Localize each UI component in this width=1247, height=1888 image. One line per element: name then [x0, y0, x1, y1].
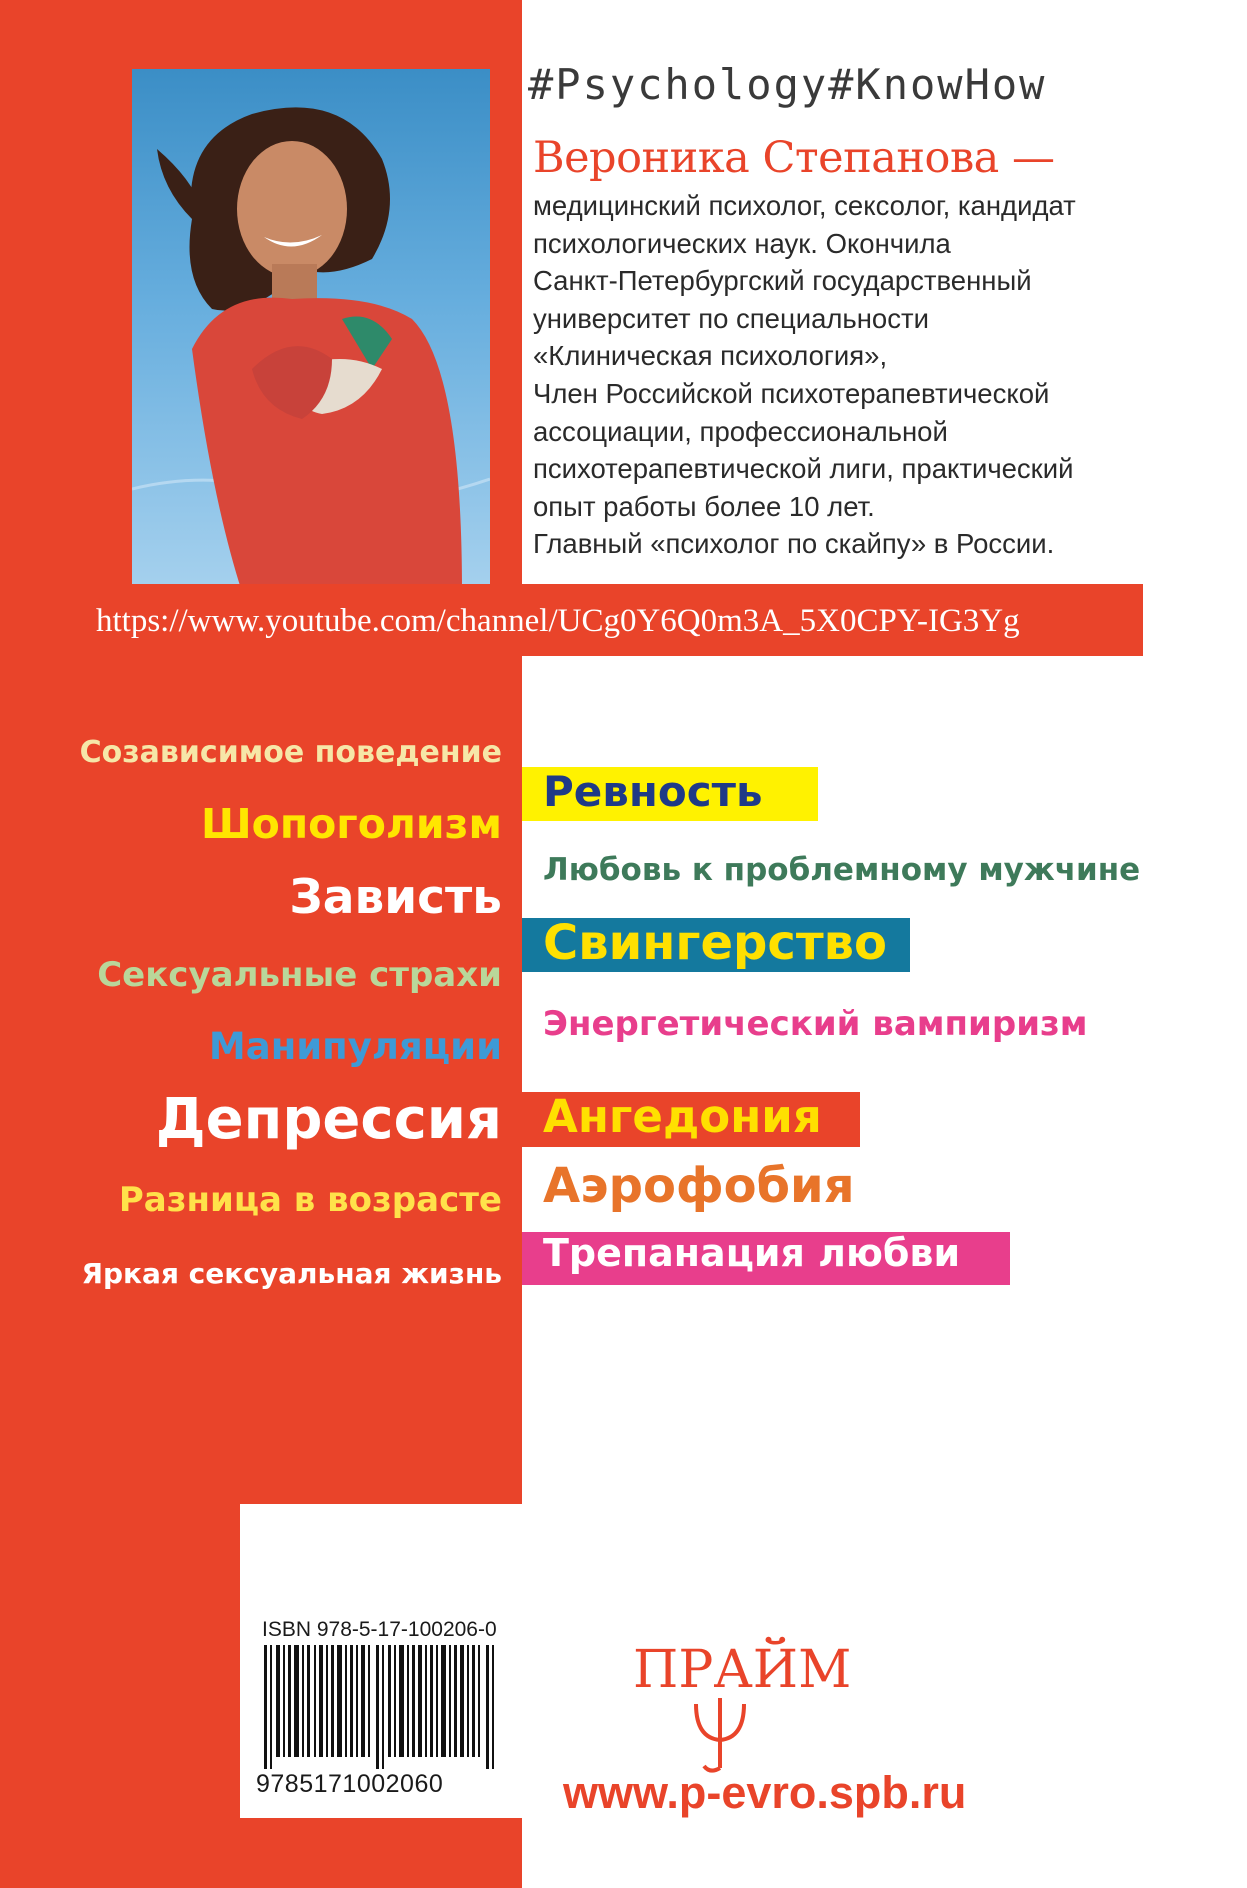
topic-manipulation: Манипуляции: [208, 1025, 502, 1068]
bio-line: Главный «психолог по скайпу» в России.: [533, 528, 1055, 560]
bio-line: психологических наук. Окончила: [533, 227, 951, 259]
topic-love-trepanation: Трепанация любви: [543, 1231, 961, 1275]
topic-depression: Депрессия: [155, 1087, 502, 1152]
author-photo: [132, 69, 490, 592]
topic-bright-sex-life: Яркая сексуальная жизнь: [81, 1257, 502, 1290]
topic-sexual-fears: Сексуальные страхи: [97, 955, 502, 995]
bio-line: медицинский психолог, сексолог, кандидат: [533, 190, 1076, 221]
publisher-website-link[interactable]: www.p-evro.spb.ru: [563, 1767, 967, 1818]
author-photo-illustration: [132, 69, 490, 592]
bio-line: ассоциации, профессиональной: [533, 415, 948, 447]
topic-age-difference: Разница в возрасте: [118, 1180, 502, 1220]
topic-shopaholism: Шопоголизм: [201, 800, 502, 848]
author-name: Вероника Степанова —: [533, 133, 1055, 183]
barcode-digits: 9785171002060: [256, 1770, 444, 1798]
topic-jealousy: Ревность: [543, 767, 763, 816]
topic-energy-vampirism: Энергетический вампиризм: [543, 1004, 1088, 1044]
bio-line: опыт работы более 10 лет.: [533, 490, 875, 522]
bio-line: психотерапевтической лиги, практический: [533, 453, 1074, 485]
topic-codependency: Созависимое поведение: [79, 735, 502, 770]
topic-envy: Зависть: [289, 870, 502, 925]
bio-line: «Клиническая психология»,: [533, 340, 888, 372]
channel-url-link[interactable]: https://www.youtube.com/channel/UCg0Y6Q0m3A_5X0CPY-IG3Yg: [96, 603, 1020, 639]
bio-line: Санкт-Петербургский государственный: [533, 265, 1032, 297]
bio-line: Член Российской психотерапевтической: [533, 377, 1050, 409]
topic-anhedonia: Ангедония: [543, 1090, 822, 1143]
author-bio: [533, 187, 1133, 563]
hashtag-heading: #Psychology#KnowHow: [528, 60, 1047, 109]
topic-swinging: Свингерство: [543, 915, 888, 971]
topic-aerophobia: Аэрофобия: [543, 1158, 855, 1214]
topic-love-problem-man: Любовь к проблемному мужчине: [543, 852, 1141, 888]
psi-logo-icon: [690, 1698, 750, 1778]
barcode-icon: [264, 1645, 498, 1769]
bio-line: университет по специальности: [533, 302, 929, 334]
publisher-logo-text: ПРАЙМ: [633, 1640, 852, 1700]
isbn-label: ISBN 978-5-17-100206-0: [262, 1618, 497, 1641]
